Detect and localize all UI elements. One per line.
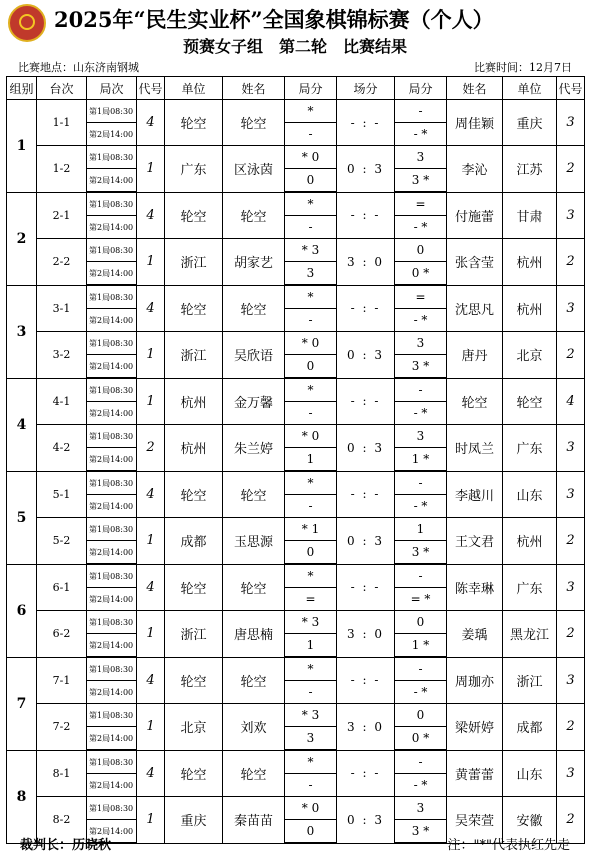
game1-score-right-cell: - [395, 378, 447, 402]
name-right-cell: 付施蕾 [447, 192, 503, 239]
unit-right-cell: 重庆 [503, 100, 557, 146]
game2-score-right-cell: - * [395, 495, 447, 518]
board-cell: 6-1 [37, 564, 87, 611]
game1-score-right-cell: 0 [395, 704, 447, 727]
unit-right-cell: 江苏 [503, 146, 557, 193]
game2-score-left-cell: - [285, 681, 337, 704]
report-header [0, 0, 590, 80]
match-score-cell: 0 : 3 [337, 332, 395, 379]
match-score-cell: - : - [337, 285, 395, 332]
unit-right-cell: 广东 [503, 425, 557, 472]
game1-score-right-cell: 3 [395, 332, 447, 355]
game2-score-right-cell: 1 * [395, 634, 447, 658]
table-row [7, 332, 585, 355]
name-left-cell: 轮空 [223, 471, 285, 518]
table-row [7, 192, 585, 216]
name-right-cell: 王文君 [447, 518, 503, 565]
code-right-cell: 2 [557, 704, 585, 751]
name-left-cell: 刘欢 [223, 704, 285, 751]
unit-right-cell: 杭州 [503, 239, 557, 286]
table-body [7, 100, 585, 844]
game2-time-cell: 第2局14:00 [87, 355, 137, 379]
code-right-cell: 3 [557, 425, 585, 472]
game1-score-right-cell: 3 [395, 425, 447, 448]
game2-score-left-cell: 1 [285, 634, 337, 658]
game1-time-cell: 第1局08:30 [87, 564, 137, 588]
table-row [7, 146, 585, 169]
code-left-cell: 4 [137, 285, 165, 332]
name-left-cell: 轮空 [223, 750, 285, 797]
code-left-cell: 4 [137, 192, 165, 239]
unit-right-cell: 山东 [503, 750, 557, 797]
game2-time-cell: 第2局14:00 [87, 588, 137, 611]
game1-time-cell: 第1局08:30 [87, 797, 137, 820]
game2-score-left-cell: - [285, 402, 337, 425]
column-header: 局次 [87, 77, 137, 100]
game1-time-cell: 第1局08:30 [87, 518, 137, 541]
group-cell: 2 [7, 192, 37, 285]
group-cell: 6 [7, 564, 37, 657]
game2-score-left-cell: 0 [285, 541, 337, 565]
name-left-cell: 吴欣语 [223, 332, 285, 379]
group-cell: 3 [7, 285, 37, 378]
game2-score-right-cell: 3 * [395, 169, 447, 193]
column-header: 代号 [137, 77, 165, 100]
board-cell: 7-1 [37, 657, 87, 704]
name-left-cell: 区泳茵 [223, 146, 285, 193]
game1-score-right-cell: 3 [395, 146, 447, 169]
name-right-cell: 时凤兰 [447, 425, 503, 472]
unit-right-cell: 杭州 [503, 518, 557, 565]
board-cell: 6-2 [37, 611, 87, 658]
match-score-cell: 0 : 3 [337, 797, 395, 844]
game1-time-cell: 第1局08:30 [87, 750, 137, 774]
game2-score-right-cell: - * [395, 402, 447, 425]
game2-score-left-cell: 0 [285, 355, 337, 379]
game2-score-right-cell: - * [395, 216, 447, 239]
name-right-cell: 轮空 [447, 378, 503, 425]
game2-time-cell: 第2局14:00 [87, 216, 137, 239]
table-row [7, 239, 585, 262]
name-left-cell: 轮空 [223, 100, 285, 146]
group-cell: 1 [7, 100, 37, 193]
name-right-cell: 周佳颖 [447, 100, 503, 146]
game1-score-left-cell: * [285, 564, 337, 588]
venue-label: 比赛地点：山东济南钢城 [18, 61, 139, 74]
game1-score-left-cell: * [285, 657, 337, 681]
unit-right-cell: 北京 [503, 332, 557, 379]
group-cell: 8 [7, 750, 37, 843]
game1-score-left-cell: * 1 [285, 518, 337, 541]
code-left-cell: 1 [137, 704, 165, 751]
name-right-cell: 沈思凡 [447, 285, 503, 332]
unit-left-cell: 轮空 [165, 657, 223, 704]
game1-time-cell: 第1局08:30 [87, 611, 137, 634]
table-header-row [7, 77, 585, 100]
unit-left-cell: 北京 [165, 704, 223, 751]
game2-time-cell: 第2局14:00 [87, 727, 137, 751]
name-left-cell: 轮空 [223, 564, 285, 611]
match-score-cell: - : - [337, 378, 395, 425]
column-header: 组别 [7, 77, 37, 100]
game1-score-left-cell: * [285, 192, 337, 216]
code-left-cell: 1 [137, 611, 165, 658]
code-right-cell: 3 [557, 657, 585, 704]
code-right-cell: 4 [557, 378, 585, 425]
game2-time-cell: 第2局14:00 [87, 820, 137, 844]
game1-score-left-cell: * 3 [285, 611, 337, 634]
game2-score-left-cell: - [285, 495, 337, 518]
board-cell: 1-1 [37, 100, 87, 146]
game1-score-right-cell: = [395, 192, 447, 216]
game2-time-cell: 第2局14:00 [87, 681, 137, 704]
game2-score-right-cell: - * [395, 681, 447, 704]
match-score-cell: 3 : 0 [337, 704, 395, 751]
unit-left-cell: 轮空 [165, 192, 223, 239]
match-score-cell: 0 : 3 [337, 425, 395, 472]
column-header: 单位 [503, 77, 557, 100]
code-right-cell: 2 [557, 518, 585, 565]
game1-score-left-cell: * 0 [285, 332, 337, 355]
name-right-cell: 黄蕾蕾 [447, 750, 503, 797]
game1-score-left-cell: * [285, 285, 337, 309]
game2-score-right-cell: - * [395, 774, 447, 797]
table-row [7, 564, 585, 588]
code-right-cell: 2 [557, 146, 585, 193]
name-right-cell: 陈幸琳 [447, 564, 503, 611]
unit-right-cell: 成都 [503, 704, 557, 751]
board-cell: 2-2 [37, 239, 87, 286]
game2-score-right-cell: 3 * [395, 820, 447, 844]
board-cell: 5-2 [37, 518, 87, 565]
game1-score-left-cell: * 0 [285, 425, 337, 448]
game2-score-right-cell: 1 * [395, 448, 447, 472]
code-left-cell: 1 [137, 518, 165, 565]
match-score-cell: 0 : 3 [337, 518, 395, 565]
code-left-cell: 2 [137, 425, 165, 472]
game2-score-right-cell: 0 * [395, 727, 447, 751]
game2-time-cell: 第2局14:00 [87, 634, 137, 658]
code-left-cell: 4 [137, 564, 165, 611]
match-score-cell: - : - [337, 657, 395, 704]
game2-score-right-cell: - * [395, 123, 447, 146]
game1-time-cell: 第1局08:30 [87, 425, 137, 448]
match-score-cell: - : - [337, 564, 395, 611]
game1-score-right-cell: 0 [395, 611, 447, 634]
name-left-cell: 胡家艺 [223, 239, 285, 286]
code-right-cell: 3 [557, 100, 585, 146]
game1-score-left-cell: * [285, 750, 337, 774]
board-cell: 5-1 [37, 471, 87, 518]
name-left-cell: 金万馨 [223, 378, 285, 425]
game2-score-right-cell: = * [395, 588, 447, 611]
game2-time-cell: 第2局14:00 [87, 123, 137, 146]
unit-left-cell: 轮空 [165, 285, 223, 332]
game1-time-cell: 第1局08:30 [87, 471, 137, 495]
code-right-cell: 3 [557, 750, 585, 797]
game1-score-right-cell: 1 [395, 518, 447, 541]
game2-time-cell: 第2局14:00 [87, 448, 137, 472]
game2-score-right-cell: 3 * [395, 541, 447, 565]
unit-right-cell: 安徽 [503, 797, 557, 844]
results-table [6, 76, 585, 844]
match-score-cell: - : - [337, 471, 395, 518]
unit-right-cell: 广东 [503, 564, 557, 611]
name-right-cell: 李越川 [447, 471, 503, 518]
game1-score-right-cell: = [395, 285, 447, 309]
footnote: 注："*"代表执红先走 [447, 838, 570, 853]
game1-score-right-cell: 0 [395, 239, 447, 262]
unit-right-cell: 浙江 [503, 657, 557, 704]
unit-left-cell: 广东 [165, 146, 223, 193]
column-header: 局分 [285, 77, 337, 100]
code-left-cell: 1 [137, 239, 165, 286]
match-score-cell: - : - [337, 750, 395, 797]
game2-score-left-cell: - [285, 774, 337, 797]
game2-score-left-cell: 0 [285, 169, 337, 193]
table-row [7, 704, 585, 727]
code-right-cell: 3 [557, 471, 585, 518]
column-header: 场分 [337, 77, 395, 100]
game2-time-cell: 第2局14:00 [87, 262, 137, 286]
code-left-cell: 1 [137, 332, 165, 379]
unit-left-cell: 轮空 [165, 750, 223, 797]
board-cell: 4-1 [37, 378, 87, 425]
code-left-cell: 4 [137, 471, 165, 518]
match-score-cell: 3 : 0 [337, 239, 395, 286]
game2-score-left-cell: - [285, 309, 337, 332]
unit-left-cell: 杭州 [165, 378, 223, 425]
board-cell: 3-2 [37, 332, 87, 379]
page-subtitle: 预赛女子组 第二轮 比赛结果 [182, 37, 407, 56]
group-cell: 4 [7, 378, 37, 471]
match-score-cell: 3 : 0 [337, 611, 395, 658]
game1-score-right-cell: - [395, 100, 447, 123]
table-row [7, 285, 585, 309]
game1-score-right-cell: - [395, 471, 447, 495]
game1-time-cell: 第1局08:30 [87, 192, 137, 216]
game2-score-left-cell: = [285, 588, 337, 611]
code-right-cell: 3 [557, 192, 585, 239]
column-header: 姓名 [447, 77, 503, 100]
board-cell: 8-1 [37, 750, 87, 797]
table-row [7, 471, 585, 495]
unit-right-cell: 杭州 [503, 285, 557, 332]
unit-left-cell: 轮空 [165, 100, 223, 146]
name-right-cell: 唐丹 [447, 332, 503, 379]
board-cell: 8-2 [37, 797, 87, 844]
game2-score-right-cell: 0 * [395, 262, 447, 286]
game1-score-left-cell: * 0 [285, 797, 337, 820]
board-cell: 3-1 [37, 285, 87, 332]
unit-left-cell: 成都 [165, 518, 223, 565]
game1-score-right-cell: 3 [395, 797, 447, 820]
code-left-cell: 4 [137, 750, 165, 797]
game1-time-cell: 第1局08:30 [87, 239, 137, 262]
table-row [7, 657, 585, 681]
game2-time-cell: 第2局14:00 [87, 541, 137, 565]
game1-time-cell: 第1局08:30 [87, 100, 137, 123]
game2-score-left-cell: 0 [285, 820, 337, 844]
unit-left-cell: 浙江 [165, 332, 223, 379]
game1-score-left-cell: * 3 [285, 239, 337, 262]
table-row [7, 518, 585, 541]
unit-right-cell: 山东 [503, 471, 557, 518]
name-left-cell: 轮空 [223, 657, 285, 704]
name-right-cell: 吴荣萱 [447, 797, 503, 844]
code-right-cell: 2 [557, 239, 585, 286]
board-cell: 2-1 [37, 192, 87, 239]
game1-time-cell: 第1局08:30 [87, 285, 137, 309]
game1-time-cell: 第1局08:30 [87, 332, 137, 355]
match-score-cell: 0 : 3 [337, 146, 395, 193]
game2-score-left-cell: 1 [285, 448, 337, 472]
code-left-cell: 4 [137, 657, 165, 704]
unit-right-cell: 轮空 [503, 378, 557, 425]
column-header: 姓名 [223, 77, 285, 100]
code-right-cell: 3 [557, 285, 585, 332]
name-right-cell: 李沁 [447, 146, 503, 193]
game1-score-right-cell: - [395, 750, 447, 774]
game2-time-cell: 第2局14:00 [87, 169, 137, 193]
game2-score-left-cell: - [285, 216, 337, 239]
game2-score-right-cell: - * [395, 309, 447, 332]
code-left-cell: 1 [137, 378, 165, 425]
column-header: 单位 [165, 77, 223, 100]
column-header: 局分 [395, 77, 447, 100]
table-row [7, 797, 585, 820]
game2-score-left-cell: - [285, 123, 337, 146]
board-cell: 4-2 [37, 425, 87, 472]
unit-left-cell: 轮空 [165, 471, 223, 518]
game1-score-right-cell: - [395, 657, 447, 681]
table-row [7, 100, 585, 123]
game1-score-left-cell: * 3 [285, 704, 337, 727]
code-left-cell: 1 [137, 797, 165, 844]
unit-left-cell: 浙江 [165, 239, 223, 286]
name-left-cell: 唐思楠 [223, 611, 285, 658]
game1-score-left-cell: * [285, 378, 337, 402]
unit-left-cell: 浙江 [165, 611, 223, 658]
unit-left-cell: 轮空 [165, 564, 223, 611]
game2-score-left-cell: 3 [285, 727, 337, 751]
unit-left-cell: 重庆 [165, 797, 223, 844]
game1-score-left-cell: * [285, 100, 337, 123]
unit-left-cell: 杭州 [165, 425, 223, 472]
game2-time-cell: 第2局14:00 [87, 774, 137, 797]
board-cell: 7-2 [37, 704, 87, 751]
unit-right-cell: 甘肃 [503, 192, 557, 239]
group-cell: 5 [7, 471, 37, 564]
code-right-cell: 3 [557, 564, 585, 611]
game1-time-cell: 第1局08:30 [87, 704, 137, 727]
name-right-cell: 周珈亦 [447, 657, 503, 704]
game1-score-left-cell: * [285, 471, 337, 495]
game2-time-cell: 第2局14:00 [87, 402, 137, 425]
game2-time-cell: 第2局14:00 [87, 309, 137, 332]
column-header: 代号 [557, 77, 585, 100]
game1-score-right-cell: - [395, 564, 447, 588]
table-row [7, 750, 585, 774]
code-right-cell: 2 [557, 611, 585, 658]
page-title: 2025年“民生实业杯”全国象棋锦标赛（个人） [54, 7, 494, 32]
table-row [7, 378, 585, 402]
group-cell: 7 [7, 657, 37, 750]
code-right-cell: 2 [557, 332, 585, 379]
name-left-cell: 朱兰婷 [223, 425, 285, 472]
name-right-cell: 梁妍婷 [447, 704, 503, 751]
code-right-cell: 2 [557, 797, 585, 844]
match-score-cell: - : - [337, 192, 395, 239]
game2-time-cell: 第2局14:00 [87, 495, 137, 518]
game1-time-cell: 第1局08:30 [87, 146, 137, 169]
name-left-cell: 轮空 [223, 285, 285, 332]
game1-time-cell: 第1局08:30 [87, 657, 137, 681]
table-row [7, 611, 585, 634]
column-header: 台次 [37, 77, 87, 100]
table-row [7, 425, 585, 448]
name-right-cell: 张含莹 [447, 239, 503, 286]
name-right-cell: 姜瑀 [447, 611, 503, 658]
date-label: 比赛时间：12月7日 [474, 61, 572, 74]
name-left-cell: 玉思源 [223, 518, 285, 565]
game1-score-left-cell: * 0 [285, 146, 337, 169]
code-left-cell: 1 [137, 146, 165, 193]
name-left-cell: 轮空 [223, 192, 285, 239]
chief-referee: 裁判长：历晓秋 [20, 838, 112, 853]
code-left-cell: 4 [137, 100, 165, 146]
unit-right-cell: 黑龙江 [503, 611, 557, 658]
board-cell: 1-2 [37, 146, 87, 193]
game2-score-right-cell: 3 * [395, 355, 447, 379]
match-score-cell: - : - [337, 100, 395, 146]
game1-time-cell: 第1局08:30 [87, 378, 137, 402]
name-left-cell: 秦苗苗 [223, 797, 285, 844]
game2-score-left-cell: 3 [285, 262, 337, 286]
